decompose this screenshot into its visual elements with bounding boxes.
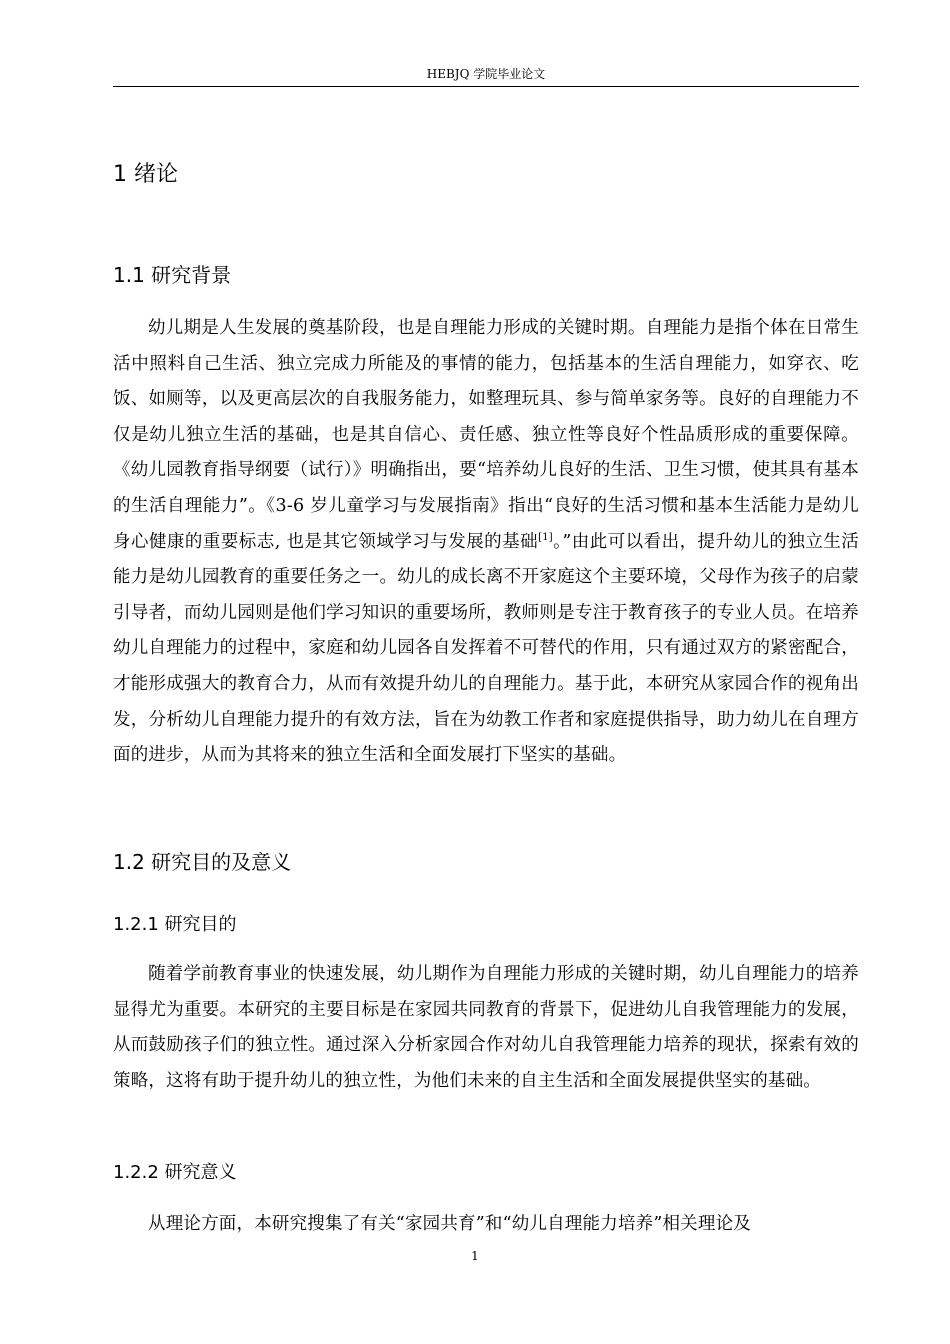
chapter-title: 1 绪论: [113, 162, 178, 187]
header-divider: [113, 86, 859, 87]
purpose-paragraph: 随着学前教育事业的快速发展，幼儿期作为自理能力形成的关键时期，幼儿自理能力的培养显得尤为重要。本研究的主要目标是在家园共同教育的背景下，促进幼儿自我管理能力的发展，从而鼓励孩子们的独立性。通过深入分析家园合作对幼儿自我管理能力培养的现状，探索有效的策略，这将有助于提升幼儿的独立性，为他们未来的自主生活和全面发展提供坚实的基础。: [113, 964, 859, 1091]
background-text-part-2: 。”由此可以看出，提升幼儿的独立生活能力是幼儿园教育的重要任务之一。幼儿的成长离不开家庭这个主要环境，父母作为孩子的启蒙引导者，而幼儿园则是他们学习知识的重要场所，教师则是专注于教育孩子的专业人员。在培养幼儿自理能力的过程中，家庭和幼儿园各自发挥着不可替代的作用，只有通过双方的紧密配合，才能形成强大的教育合力，从而有效提升幼儿的自理能力。基于此，本研究从家园合作的视角出发，分析幼儿自理能力提升的有效方法，旨在为幼教工作者和家庭提供指导，助力幼儿在自理方面的进步，从而为其将来的独立生活和全面发展打下坚实的基础。: [113, 531, 860, 766]
section-heading-1-2: 1.2 研究目的及意义: [113, 850, 292, 874]
citation-reference: [1]: [538, 531, 553, 543]
page-number: 1: [471, 1249, 479, 1263]
background-text-part-1: 幼儿期是人生发展的奠基阶段，也是自理能力形成的关键时期。自理能力是指个体在日常生活中照料自己生活、独立完成力所能及的事情的能力，包括基本的生活自理能力，如穿衣、吃饭、如厕等，以及更高层次的自我服务能力，如整理玩具、参与简单家务等。良好的自理能力不仅是幼儿独立生活的基础，也是其自信心、责任感、独立性等良好个性品质形成的重要保障。《幼儿园教育指导纲要（试行）》明确指出，要“培养幼儿良好的生活、卫生习惯，使其具有基本的生活自理能力”。《3-6 岁儿童学习与发展指南》指出“良好的生活习惯和基本生活能力是幼儿身心健康的重要标志, 也是其它领域学习与发展的基础: [113, 318, 859, 552]
section-heading-1-2-1: 1.2.1 研究目的: [113, 914, 237, 935]
significance-paragraph: 从理论方面，本研究搜集了有关“家园共育”和“幼儿自理能力培养”相关理论及: [148, 1214, 751, 1234]
running-header: HEBJQ 学院毕业论文: [426, 67, 546, 81]
section-heading-1-1: 1.1 研究背景: [113, 263, 232, 287]
background-paragraph: [113, 311, 859, 774]
section-heading-1-2-2: 1.2.2 研究意义: [113, 1162, 237, 1183]
